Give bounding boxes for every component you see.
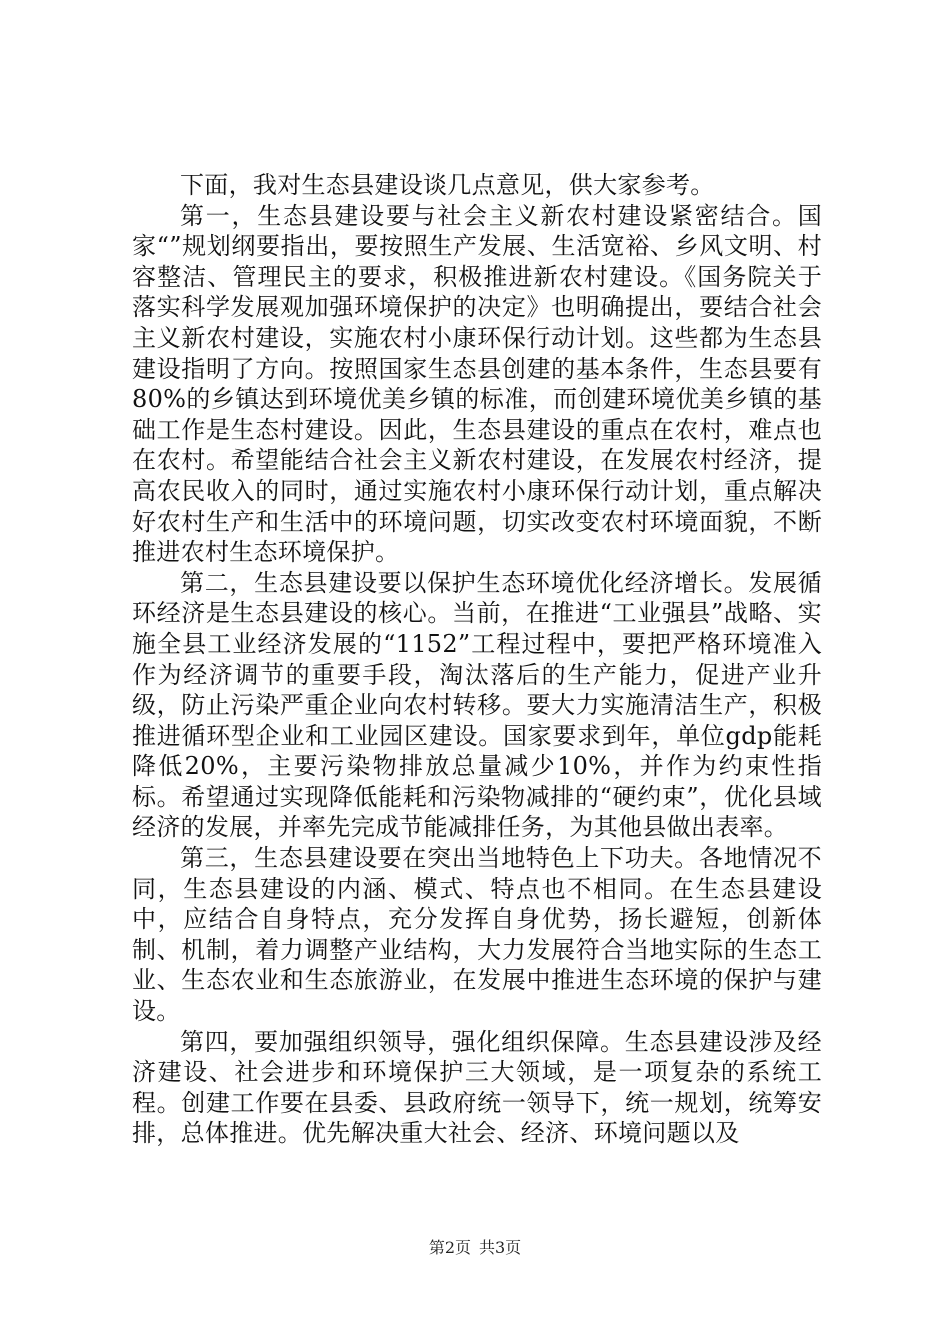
paragraph-point-1: 第一，生态县建设要与社会主义新农村建设紧密结合。国家“”规划纲要指出，要按照生产发展、生活宽裕、乡风文明、村容整洁、管理民主的要求，积极推进新农村建设。《国务院关于落实科学发展观加强环境保护的决定》也明确提出，要结合社会主义新农村建设，实施农村小康环保行动计划。这些都为生态县建设指明了方向。按照国家生态县创建的基本条件，生态县要有80%的乡镇达到环境优美乡镇的标准，而创建环境优美乡镇的基础工作是生态村建设。因此，生态县建设的重点在农村，难点也在农村。希望能结合社会主义新农村建设，在发展农村经济，提高农民收入的同时，通过实施农村小康环保行动计划，重点解决好农村生产和生活中的环境问题，切实改变农村环境面貌，不断推进农村生态环境保护。 <box>132 201 822 567</box>
paragraph-point-4: 第四，要加强组织领导，强化组织保障。生态县建设涉及经济建设、社会进步和环境保护三大领域，是一项复杂的系统工程。创建工作要在县委、县政府统一领导下，统一规划，统筹安排，总体推进。优先解决重大社会、经济、环境问题以及 <box>132 1027 822 1148</box>
page-total: 共3页 <box>479 1238 522 1257</box>
page-number: 第2页 <box>428 1238 471 1257</box>
paragraph-point-3: 第三，生态县建设要在突出当地特色上下功夫。各地情况不同，生态县建设的内涵、模式、特点也不相同。在生态县建设中，应结合自身特点，充分发挥自身优势，扬长避短，创新体制、机制，着力调整产业结构，大力发展符合当地实际的生态工业、生态农业和生态旅游业，在发展中推进生态环境的保护与建设。 <box>132 844 822 1026</box>
document-body <box>132 170 822 1149</box>
paragraph-intro: 下面，我对生态县建设谈几点意见，供大家参考。 <box>180 171 715 199</box>
page-footer <box>0 1238 950 1258</box>
paragraph-point-2: 第二，生态县建设要以保护生态环境优化经济增长。发展循环经济是生态县建设的核心。当前，在推进“工业强县”战略、实施全县工业经济发展的“1152”工程过程中，要把严格环境准入作为经济调节的重要手段，淘汰落后的生产能力，促进产业升级，防止污染严重企业向农村转移。要大力实施清洁生产，积极推进循环型企业和工业园区建设。国家要求到年，单位gdp能耗降低20%，主要污染物排放总量减少10%，并作为约束性指标。希望通过实现降低能耗和污染物减排的“硬约束”，优化县域经济的发展，并率先完成节能减排任务，为其他县做出表率。 <box>132 568 822 842</box>
